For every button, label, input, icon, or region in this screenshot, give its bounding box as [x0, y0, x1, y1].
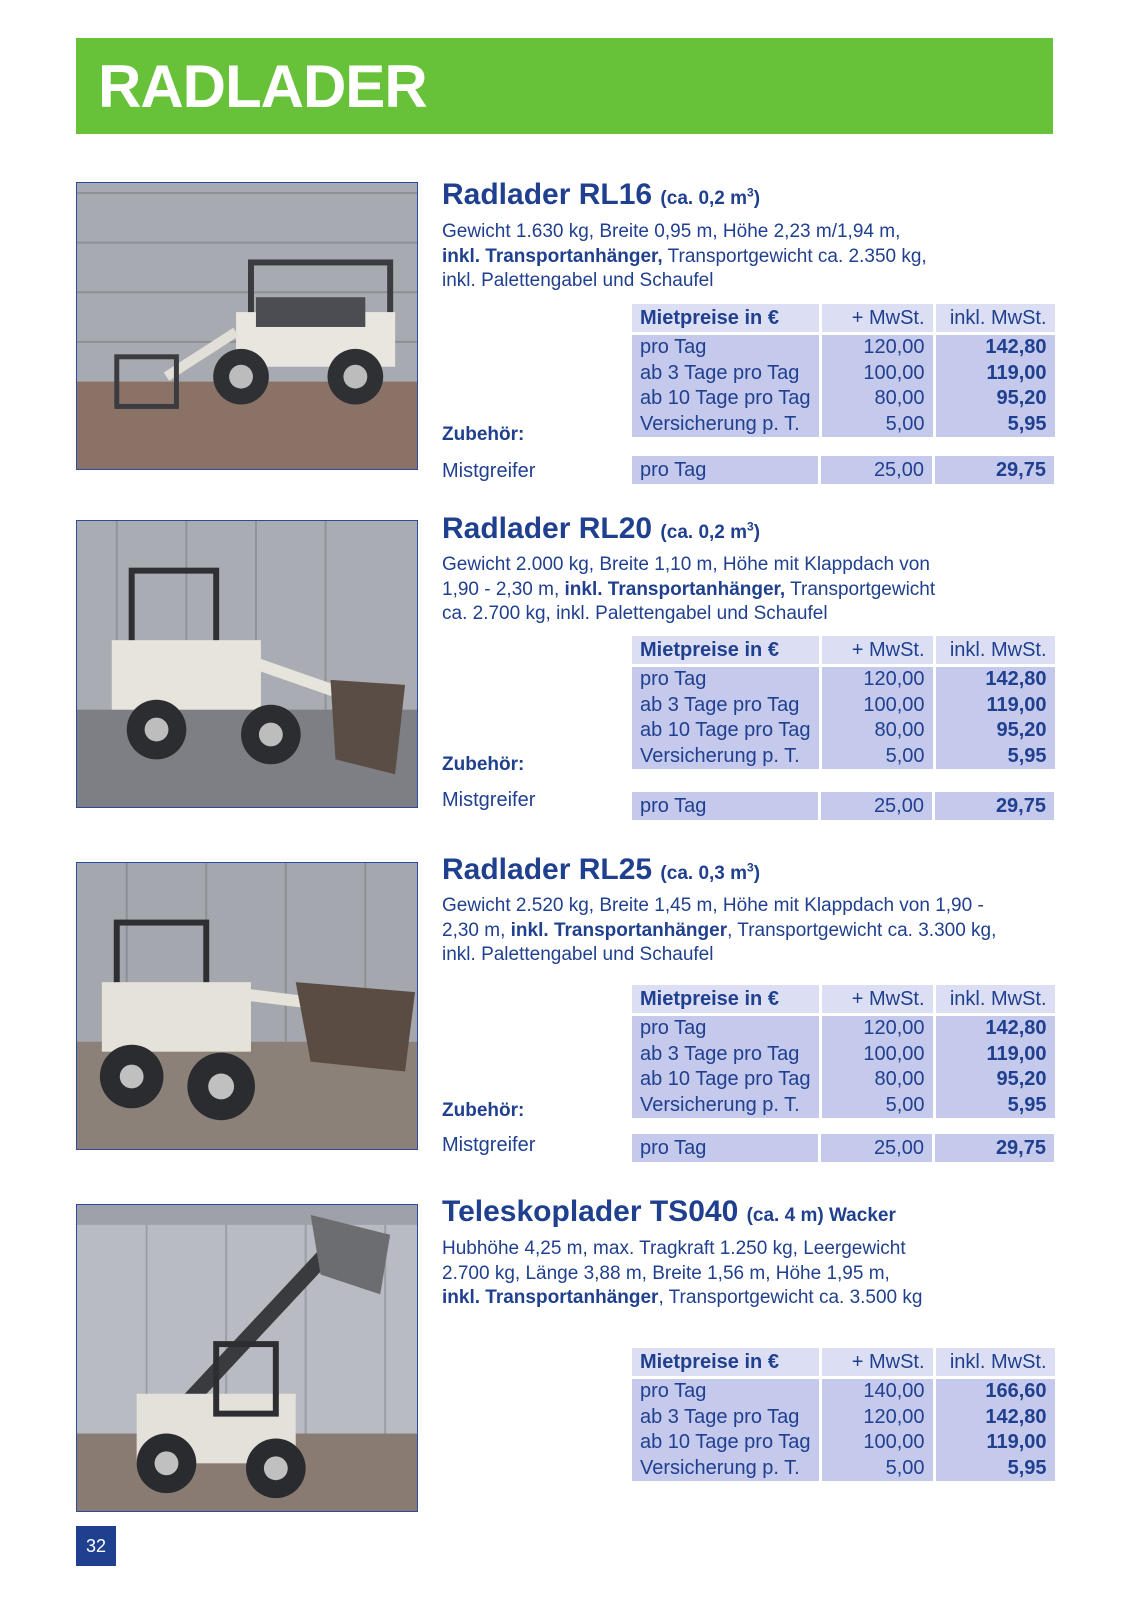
- price-row: pro Tag 120,00 142,80: [632, 335, 1055, 361]
- accessory-price-rl16: pro Tag 25,00 29,75: [632, 456, 1054, 484]
- page-number: 32: [76, 1526, 116, 1566]
- accessory-label-rl16: Zubehör:: [442, 424, 525, 445]
- price-row: Versicherung p. T. 5,00 5,95: [632, 1456, 1055, 1482]
- price-table-header: Mietpreise in € + MwSt. inkl. MwSt.: [632, 1348, 1055, 1379]
- product-photo-rl16: [76, 182, 418, 470]
- product-title-ts040: Teleskoplader TS040 (ca. 4 m) Wacker: [442, 1195, 896, 1228]
- section-header-banner: [76, 38, 1053, 134]
- accessory-name-rl25: Mistgreifer: [442, 1134, 536, 1156]
- price-table-header: Mietpreise in € + MwSt. inkl. MwSt.: [632, 636, 1055, 667]
- price-table-rl16: [632, 304, 1055, 437]
- price-row: ab 3 Tage pro Tag 100,00 119,00: [632, 693, 1055, 719]
- product-title-rl20: Radlader RL20 (ca. 0,2 $m^3$): [442, 512, 761, 545]
- price-row: ab 10 Tage pro Tag 80,00 95,20: [632, 718, 1055, 744]
- section-title: RADLADER: [98, 53, 427, 120]
- price-table-header: Mietpreise in € + MwSt. inkl. MwSt.: [632, 304, 1055, 335]
- accessory-label-rl20: Zubehör:: [442, 754, 525, 775]
- accessory-name-rl20: Mistgreifer: [442, 789, 536, 811]
- product-title-rl25: Radlader RL25 (ca. 0,3 $m^3$): [442, 853, 761, 886]
- price-table-rl25: [632, 985, 1055, 1118]
- product-description-ts040: Hubhöhe 4,25 m, max. Tragkraft 1.250 kg, Leergewicht 2.700 kg, Länge 3,88 m, Breite 1,56 m, Höhe 1,95 m, inkl. Transportanhänger, Transportgewicht ca. 3.500 kg: [442, 1238, 923, 1308]
- price-row: ab 3 Tage pro Tag 100,00 119,00: [632, 1042, 1055, 1068]
- price-row: pro Tag 140,00 166,60: [632, 1379, 1055, 1405]
- price-row: ab 10 Tage pro Tag 80,00 95,20: [632, 1067, 1055, 1093]
- price-row: Versicherung p. T. 5,00 5,95: [632, 744, 1055, 770]
- accessory-price-rl25: pro Tag 25,00 29,75: [632, 1134, 1054, 1162]
- price-row: pro Tag 120,00 142,80: [632, 1016, 1055, 1042]
- product-description-rl25: Gewicht 2.520 kg, Breite 1,45 m, Höhe mit Klappdach von 1,90 - 2,30 m, inkl. Transportanhänger, Transportgewicht ca. 3.300 kg, inkl. Palettengabel und Schaufel: [442, 895, 997, 965]
- accessory-price-rl20: pro Tag 25,00 29,75: [632, 792, 1054, 820]
- product-photo-rl20: [76, 520, 418, 808]
- price-row: Versicherung p. T. 5,00 5,95: [632, 412, 1055, 438]
- price-table-ts040: [632, 1348, 1055, 1481]
- product-photo-ts040: [76, 1204, 418, 1512]
- accessory-label-rl25: Zubehör:: [442, 1100, 525, 1121]
- accessory-name-rl16: Mistgreifer: [442, 460, 536, 482]
- price-table-header: Mietpreise in € + MwSt. inkl. MwSt.: [632, 985, 1055, 1016]
- price-table-rl20: [632, 636, 1055, 769]
- product-title-rl16: Radlader RL16 (ca. 0,2 $m^3$): [442, 178, 761, 211]
- price-row: ab 3 Tage pro Tag 120,00 142,80: [632, 1405, 1055, 1431]
- price-row: ab 10 Tage pro Tag 80,00 95,20: [632, 386, 1055, 412]
- product-description-rl20: Gewicht 2.000 kg, Breite 1,10 m, Höhe mit Klappdach von 1,90 - 2,30 m, inkl. Transportanhänger, Transportgewicht ca. 2.700 kg, inkl. Palettengabel und Schaufel: [442, 554, 936, 624]
- price-row: ab 10 Tage pro Tag 100,00 119,00: [632, 1430, 1055, 1456]
- price-row: Versicherung p. T. 5,00 5,95: [632, 1093, 1055, 1119]
- price-row: pro Tag 120,00 142,80: [632, 667, 1055, 693]
- product-photo-rl25: [76, 862, 418, 1150]
- price-row: ab 3 Tage pro Tag 100,00 119,00: [632, 361, 1055, 387]
- product-description-rl16: Gewicht 1.630 kg, Breite 0,95 m, Höhe 2,23 m/1,94 m, inkl. Transportanhänger, Transportgewicht ca. 2.350 kg, inkl. Palettengabel und Schaufel: [442, 221, 927, 291]
